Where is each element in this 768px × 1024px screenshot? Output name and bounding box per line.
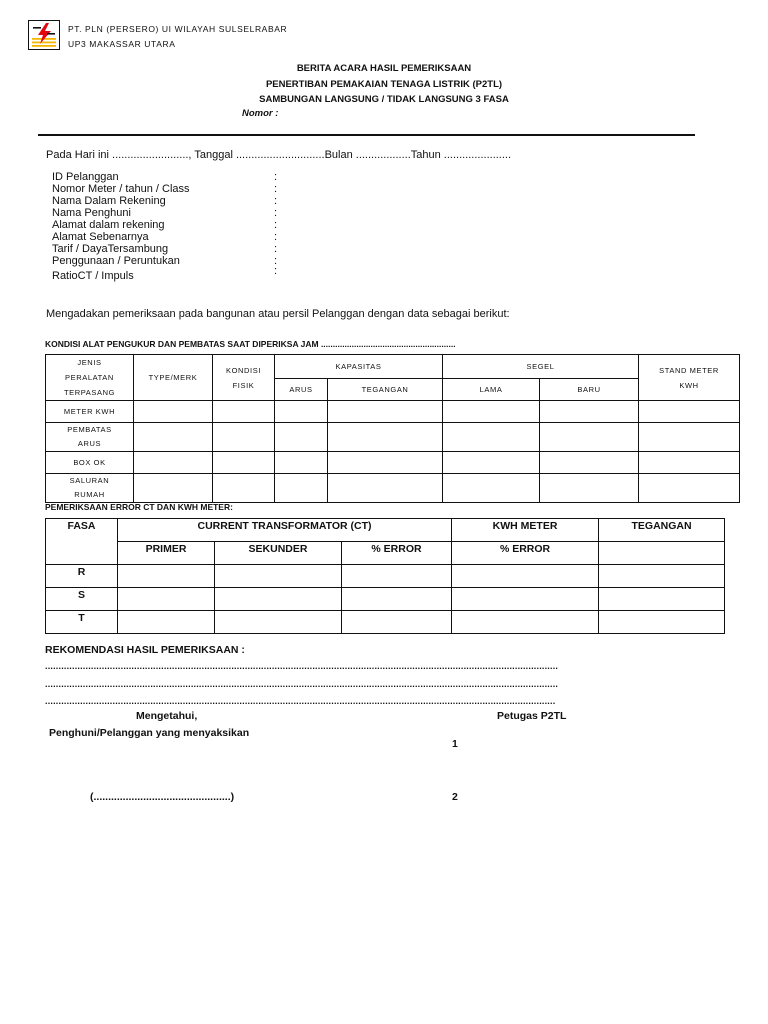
table-cell[interactable] bbox=[443, 474, 540, 503]
table-row bbox=[46, 423, 740, 452]
field-colon: : bbox=[274, 219, 278, 231]
equipment-table bbox=[45, 354, 740, 503]
field-label: Alamat dalam rekening bbox=[52, 219, 165, 231]
table-cell[interactable] bbox=[328, 401, 443, 423]
table-cell[interactable] bbox=[540, 423, 639, 452]
field-row bbox=[52, 183, 278, 195]
signature-name-blank[interactable]: (...............................................) bbox=[90, 791, 235, 803]
rekomendasi-line-1[interactable]: .............................................................................................................................................................................................. bbox=[45, 661, 559, 671]
table-cell[interactable] bbox=[275, 452, 328, 474]
table-cell[interactable] bbox=[452, 588, 599, 611]
field-colon: : bbox=[274, 255, 278, 267]
doc-title-line1: BERITA ACARA HASIL PEMERIKSAAN bbox=[296, 63, 472, 74]
field-label: Alamat Sebenarnya bbox=[52, 231, 149, 243]
table-cell[interactable] bbox=[134, 401, 213, 423]
section1-title: KONDISI ALAT PENGUKUR DAN PEMBATAS SAAT DIPERIKSA JAM ......................................................... bbox=[45, 339, 456, 349]
header-primer: PRIMER bbox=[118, 542, 215, 565]
table-cell[interactable] bbox=[215, 611, 342, 634]
header-tegangan: TEGANGAN bbox=[599, 519, 725, 542]
table-row bbox=[46, 452, 740, 474]
row-label: SALURAN RUMAH bbox=[46, 474, 134, 503]
mengetahui-label: Mengetahui, bbox=[136, 710, 198, 722]
table-cell[interactable] bbox=[134, 452, 213, 474]
table-cell[interactable] bbox=[215, 588, 342, 611]
table-row bbox=[46, 401, 740, 423]
nomor-label: Nomor : bbox=[242, 108, 279, 119]
table-row bbox=[46, 588, 725, 611]
row-label: BOX OK bbox=[46, 452, 134, 474]
error-table bbox=[45, 518, 725, 634]
table-cell[interactable] bbox=[452, 611, 599, 634]
header-kondisi: KONDISI FISIK bbox=[213, 355, 275, 401]
date-line: Pada Hari ini ........................., Tanggal .............................Bulan ..................Tahun ...................... bbox=[46, 149, 512, 161]
field-label: Penggunaan / Peruntukan bbox=[52, 255, 180, 267]
header-kapasitas: KAPASITAS bbox=[275, 355, 443, 379]
table-cell[interactable] bbox=[443, 452, 540, 474]
table-cell[interactable] bbox=[443, 423, 540, 452]
field-label: Nomor Meter / tahun / Class bbox=[52, 183, 190, 195]
header-kwh-meter: KWH METER bbox=[452, 519, 599, 542]
table-cell[interactable] bbox=[118, 588, 215, 611]
table-cell[interactable] bbox=[599, 565, 725, 588]
table-cell[interactable] bbox=[275, 474, 328, 503]
header-error-ct: % ERROR bbox=[342, 542, 452, 565]
field-colon: : bbox=[274, 265, 278, 277]
header-divider bbox=[38, 134, 695, 136]
field-colon: : bbox=[274, 243, 278, 255]
petugas-number-1: 1 bbox=[452, 738, 458, 750]
penghuni-label: Penghuni/Pelanggan yang menyaksikan bbox=[49, 727, 250, 739]
table-cell[interactable] bbox=[328, 474, 443, 503]
table-cell[interactable] bbox=[275, 401, 328, 423]
field-colon: : bbox=[274, 231, 278, 243]
phase-label: S bbox=[46, 588, 118, 611]
header-arus: ARUS bbox=[275, 378, 328, 400]
header-baru: BARU bbox=[540, 378, 639, 400]
table-cell[interactable] bbox=[134, 423, 213, 452]
company-header bbox=[68, 22, 287, 52]
table-cell[interactable] bbox=[275, 423, 328, 452]
table-cell[interactable] bbox=[540, 452, 639, 474]
table-cell[interactable] bbox=[540, 474, 639, 503]
doc-title-line2: PENERTIBAN PEMAKAIAN TENAGA LISTRIK (P2TL) bbox=[265, 79, 503, 90]
field-label: RatioCT / Impuls bbox=[52, 270, 134, 282]
field-row bbox=[52, 243, 278, 255]
phase-label: R bbox=[46, 565, 118, 588]
header-sekunder: SEKUNDER bbox=[215, 542, 342, 565]
header-ct: CURRENT TRANSFORMATOR (CT) bbox=[118, 519, 452, 542]
table-cell[interactable] bbox=[540, 401, 639, 423]
rekomendasi-title: REKOMENDASI HASIL PEMERIKSAAN : bbox=[45, 644, 245, 656]
table-cell[interactable] bbox=[213, 474, 275, 503]
table-cell[interactable] bbox=[639, 423, 740, 452]
doc-title-line3: SAMBUNGAN LANGSUNG / TIDAK LANGSUNG 3 FASA bbox=[259, 94, 509, 105]
table-cell[interactable] bbox=[213, 423, 275, 452]
phase-label: T bbox=[46, 611, 118, 634]
petugas-number-2: 2 bbox=[452, 791, 458, 803]
table-cell[interactable] bbox=[452, 565, 599, 588]
header-jenis: JENIS PERALATAN TERPASANG bbox=[46, 355, 134, 401]
table-cell[interactable] bbox=[134, 474, 213, 503]
table-cell[interactable] bbox=[443, 401, 540, 423]
table-cell[interactable] bbox=[599, 611, 725, 634]
table-cell[interactable] bbox=[599, 588, 725, 611]
field-row bbox=[52, 265, 278, 282]
table-cell[interactable] bbox=[342, 588, 452, 611]
field-row bbox=[52, 219, 278, 231]
header-stand-meter: STAND METER KWH bbox=[639, 355, 740, 401]
table-cell[interactable] bbox=[215, 565, 342, 588]
field-label: Nama Dalam Rekening bbox=[52, 195, 166, 207]
header-segel: SEGEL bbox=[443, 355, 639, 379]
table-row bbox=[46, 611, 725, 634]
field-colon: : bbox=[274, 183, 278, 195]
row-label: METER KWH bbox=[46, 401, 134, 423]
unit-name: UP3 MAKASSAR UTARA bbox=[68, 39, 176, 49]
table-cell[interactable] bbox=[213, 401, 275, 423]
table-cell[interactable] bbox=[639, 474, 740, 503]
field-label: ID Pelanggan bbox=[52, 171, 119, 183]
table-cell[interactable] bbox=[342, 565, 452, 588]
header-type: TYPE/MERK bbox=[134, 355, 213, 401]
field-row bbox=[52, 195, 278, 207]
table-row bbox=[46, 565, 725, 588]
header-tegangan: TEGANGAN bbox=[328, 378, 443, 400]
table-row bbox=[46, 474, 740, 503]
intro-text: Mengadakan pemeriksaan pada bangunan atau persil Pelanggan dengan data sebagai berikut: bbox=[46, 308, 510, 320]
field-colon: : bbox=[274, 171, 278, 183]
field-row bbox=[52, 255, 278, 267]
field-colon: : bbox=[274, 195, 278, 207]
rekomendasi-line-3[interactable]: ............................................................................................................................................................................................. bbox=[45, 696, 556, 706]
field-row bbox=[52, 207, 278, 219]
row-label: PEMBATAS ARUS bbox=[46, 423, 134, 452]
table-cell[interactable] bbox=[639, 401, 740, 423]
table-cell[interactable] bbox=[328, 423, 443, 452]
field-label: Nama Penghuni bbox=[52, 207, 131, 219]
field-label: Tarif / DayaTersambung bbox=[52, 243, 169, 255]
header-fasa: FASA bbox=[46, 519, 118, 565]
table-cell[interactable] bbox=[342, 611, 452, 634]
table-cell[interactable] bbox=[639, 452, 740, 474]
table-cell[interactable] bbox=[118, 611, 215, 634]
company-name: PT. PLN (PERSERO) UI WILAYAH SULSELRABAR bbox=[68, 24, 288, 34]
petugas-label: Petugas P2TL bbox=[497, 710, 567, 722]
section2-title: PEMERIKSAAN ERROR CT DAN KWH METER: bbox=[45, 502, 233, 512]
table-cell bbox=[599, 542, 725, 565]
table-cell[interactable] bbox=[213, 452, 275, 474]
field-colon: : bbox=[274, 207, 278, 219]
rekomendasi-line-2[interactable]: .............................................................................................................................................................................................. bbox=[45, 679, 559, 689]
table-cell[interactable] bbox=[118, 565, 215, 588]
field-row bbox=[52, 231, 278, 243]
field-row bbox=[52, 171, 278, 183]
header-error-kwh: % ERROR bbox=[452, 542, 599, 565]
header-lama: LAMA bbox=[443, 378, 540, 400]
table-cell[interactable] bbox=[328, 452, 443, 474]
pln-logo-icon bbox=[28, 20, 60, 50]
